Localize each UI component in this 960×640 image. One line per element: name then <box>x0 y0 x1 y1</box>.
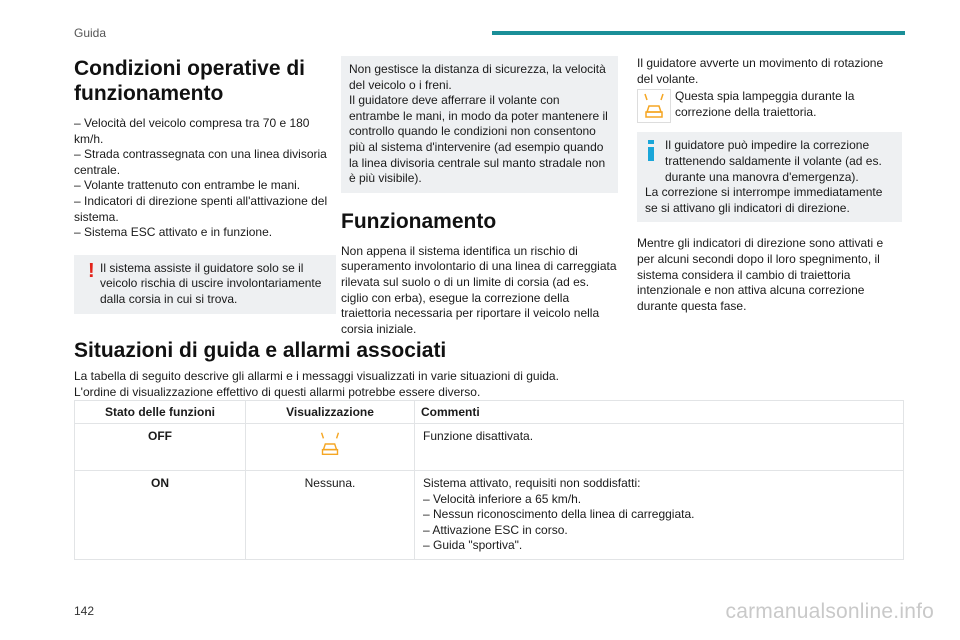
comment-line: – Guida "sportiva". <box>423 538 523 553</box>
alerts-heading: Situazioni di guida e allarmi associati <box>74 339 447 362</box>
column-1 <box>74 56 336 314</box>
lane-keeping-icon <box>637 89 671 123</box>
column-2 <box>341 56 618 337</box>
table-row <box>75 471 904 560</box>
lamp-row <box>637 89 902 120</box>
header-title: Guida <box>74 26 107 40</box>
operation-body: Non appena il sistema identifica un rischio di superamento involontario di una linea di carreggiata rilevata sul suolo o di un limite di corsia (ad es. ciglio con erba), esegue la correzione della traiettoria necessaria per riportare il veicolo nella corsia iniziale. <box>341 243 617 336</box>
condition-item: – Velocità del veicolo compresa tra 70 e 180 km/h. <box>74 116 310 146</box>
lane-keeping-icon <box>315 429 345 459</box>
header-accent-bar <box>492 31 905 35</box>
condition-item: – Strada contrassegnata con una linea divisoria centrale. <box>74 147 327 177</box>
column-3 <box>637 56 902 314</box>
alerts-section <box>74 338 904 400</box>
alerts-intro-line: L'ordine di visualizzazione effettivo di questi allarmi potrebbe essere diverso. <box>74 384 481 399</box>
alerts-intro-line: La tabella di seguito descrive gli allarmi e i messaggi visualizzati in varie situazioni di guida. <box>74 369 559 383</box>
alerts-table <box>74 400 904 560</box>
condition-item: – Indicatori di direzione spenti all'attivazione del sistema. <box>74 193 328 224</box>
note-box <box>341 56 618 193</box>
table-header-row <box>75 401 904 424</box>
display-cell <box>246 424 415 471</box>
watermark: carmanualsonline.info <box>725 600 934 623</box>
note-line: Non gestisce la distanza di sicurezza, la velocità del veicolo o i freni. <box>349 62 606 92</box>
info-line: La correzione si interrompe immediatamente se si attivano gli indicatori di direzione. <box>645 185 883 215</box>
warning-exclamation-icon: ! <box>88 259 95 282</box>
column-header-comments: Commenti <box>415 401 904 424</box>
status-cell: ON <box>75 471 246 560</box>
lamp-text: Questa spia lampeggia durante la correzione della traiettoria. <box>675 89 855 119</box>
warning-box <box>74 255 336 314</box>
condition-item: – Sistema ESC attivato e in funzione. <box>74 225 273 240</box>
info-line: Il guidatore può impedire la correzione trattenendo saldamente il volante (ad es. durante una manovra d'emergenza). <box>665 138 882 184</box>
comment-line: – Velocità inferiore a 65 km/h. <box>423 491 582 506</box>
operating-conditions-heading: Condizioni operative di funzionamento <box>74 57 306 105</box>
info-box <box>637 132 902 222</box>
note-line: Il guidatore deve afferrare il volante con entrambe le mani, in modo da poter mantenere il controllo quando le condizioni non consentono più al sistema d'intervenire (ad esempio quando la linea divisoria centrale sul manto stradale non è più visibile). <box>349 93 608 186</box>
display-cell: Nessuna. <box>246 471 415 560</box>
status-cell: OFF <box>75 424 246 471</box>
comment-line: – Nessun riconoscimento della linea di carreggiata. <box>423 507 695 522</box>
page-number: 142 <box>74 604 95 618</box>
condition-item: – Volante trattenuto con entrambe le mani. <box>74 178 301 193</box>
warning-text: Il sistema assiste il guidatore solo se il veicolo rischia di uscire involontariamente dalla corsia in cui si trova. <box>100 260 322 306</box>
comment-cell <box>415 471 904 560</box>
column-header-status: Stato delle funzioni <box>75 401 246 424</box>
operation-heading: Funzionamento <box>341 209 497 233</box>
comment-line: Sistema attivato, requisiti non soddisfatti: <box>423 476 641 490</box>
info-icon <box>647 140 656 162</box>
comment-line: Funzione disattivata. <box>423 429 534 443</box>
column-header-display: Visualizzazione <box>246 401 415 424</box>
steering-intro: Il guidatore avverte un movimento di rotazione del volante. <box>637 56 884 86</box>
table-row <box>75 424 904 471</box>
comment-cell <box>415 424 904 471</box>
comment-line: – Attivazione ESC in corso. <box>423 522 568 537</box>
indicator-note: Mentre gli indicatori di direzione sono attivati e per alcuni secondi dopo il loro spegnimento, il sistema considera il cambio di traiettoria intenzionale e non attiva alcuna correzione durante questa fase. <box>637 236 884 313</box>
